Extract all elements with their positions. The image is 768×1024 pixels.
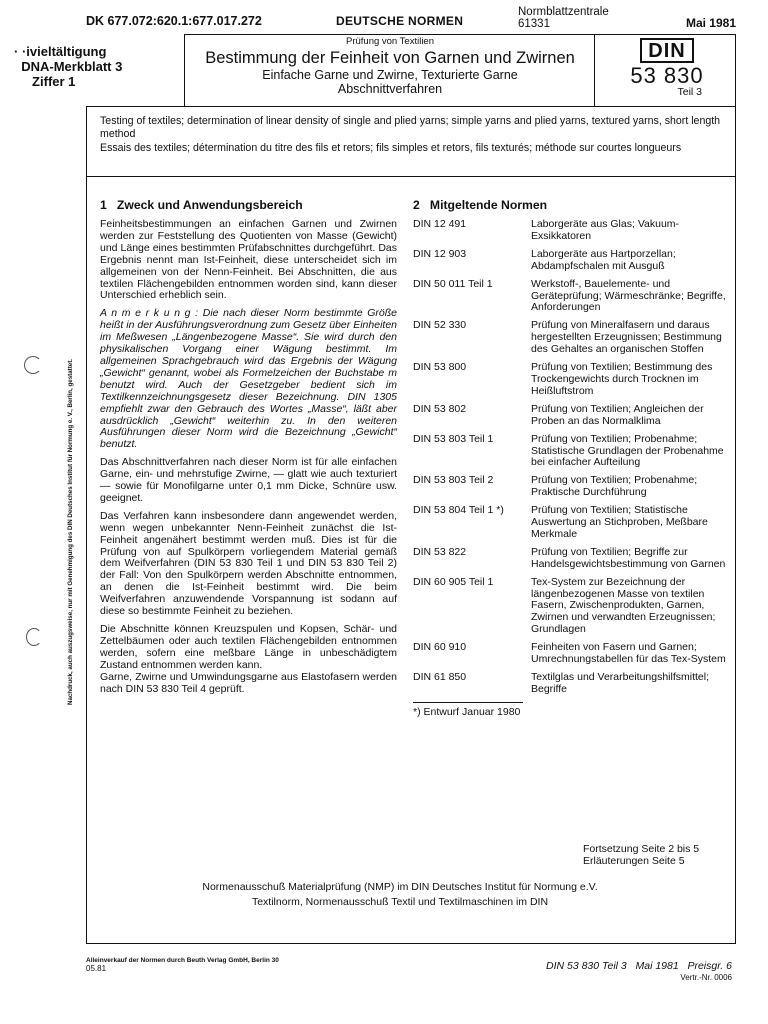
continuation-line1: Fortsetzung Seite 2 bis 5 — [583, 843, 700, 855]
reference-desc: Prüfung von Textilien; Probenahme; Praktische Durchführung — [531, 474, 698, 499]
reference-row — [413, 672, 731, 696]
reference-code: DIN 53 803 Teil 2 — [413, 474, 494, 487]
reference-row — [413, 249, 731, 273]
issue-date: Mai 1981 — [685, 16, 736, 30]
section-2 — [413, 198, 731, 719]
footnote: *) Entwurf Januar 1980 — [413, 705, 521, 718]
reference-row — [413, 475, 731, 499]
reference-code: DIN 50 011 Teil 1 — [413, 277, 493, 290]
reference-row — [413, 279, 731, 315]
section-2-heading: 2 Mitgeltende Normen — [413, 198, 548, 212]
section-1-p3: Das Verfahren kann insbesondere dann angewendet werden, wenn wegen unbekannter Nenn-Feinheit zunächst die Ist-Feinheit angenähert bestimmt werden muß. Dies ist für die Prüfung von auf Spulkörpern vorliegendem Material gemäß dem Weifverfahren (DIN 53 830 Teil 1 und DIN 53 830 Teil 2) der Fall: Von den Spulkörpern werden Abschnitte entnommen, an denen die Ist-Feinheit bestimmt wird. Die beim Weifverfahren anzuwendende Vorspannung ist sodann auf diese so bestimmte Feinheit zu beziehen. — [100, 509, 397, 618]
section-1-p2: Das Abschnittverfahren nach dieser Norm ist für alle einfachen Garne, ein- und mehrstufige Zwirne, — glatt wie auch texturiert — sowie für Monofilgarne unter 0,1 mm Dicke, Schnüre usw. geeignet. — [100, 456, 397, 504]
reference-row — [413, 642, 731, 666]
frame-abstract-line — [86, 176, 736, 177]
din-box — [600, 38, 734, 98]
series-title: DEUTSCHE NORMEN — [336, 14, 464, 28]
margin-copyright-text: Nachdruck, auch auszugsweise, nur mit Genehmigung des DIN Deutsches Institut für Normung e. V., Berlin, gestattet. — [67, 359, 74, 705]
section-1-p4: Die Abschnitte können Kreuzspulen und Kopsen, Schär- und Zettelbäumen oder auch textilen Flächengebilden entnommen werden, sofern eine meßbare Länge in unbeschädigtem Zustand entnommen werden kann. — [100, 623, 397, 671]
reference-code: DIN 53 822 — [413, 545, 467, 558]
reference-row — [413, 219, 731, 243]
reference-desc: Tex-System zur Bezeichnung der längenbezogenen Masse von textilen Fasern, Zwischenprodukten, Garnen, Zwirnen und verwandten Erzeugnissen; Grundlagen — [531, 575, 716, 636]
reference-row — [413, 362, 731, 398]
title-small: Prüfung von Textilien — [345, 36, 435, 47]
din-part: Teil 3 — [677, 86, 702, 98]
reference-code: DIN 61 850 — [413, 671, 467, 683]
title-block — [188, 36, 592, 96]
frame-left-divider — [184, 34, 185, 107]
reference-desc: Prüfung von Mineralfasern und daraus hergestellten Erzeugnissen; Bestimmung des Gehaltes an organischen Stoffen — [531, 319, 722, 356]
committee-line1: Normenausschuß Materialprüfung (NMP) im DIN Deutsches Institut für Normung e.V. — [202, 881, 598, 893]
reference-desc: Textilglas und Verarbeitungshilfsmittel; Begriffe — [531, 671, 710, 695]
reference-desc: Prüfung von Textilien; Probenahme; Statistische Grundlagen der Probenahme bei einfacher Aufteilung — [531, 432, 724, 469]
title-main: Bestimmung der Feinheit von Garnen und Zwirnen — [205, 49, 575, 67]
footer-issue: 05.81 — [86, 964, 107, 973]
footer-right — [508, 960, 732, 984]
dk-number: DK 677.072:620.1:677.017.272 — [86, 14, 262, 28]
left-stamp: · ·ivieltältigung DNA-Merkblatt 3 Ziffer 1 — [14, 44, 123, 89]
footer-left — [86, 957, 279, 973]
frame-right-edge — [735, 34, 736, 107]
section-1-p5: Garne, Zwirne und Umwindungsgarne aus Elastofasern werden nach DIN 53 830 Teil 4 geprüft. — [100, 670, 397, 695]
continuation-note — [583, 843, 699, 867]
reference-code: DIN 60 905 Teil 1 — [413, 575, 494, 588]
reference-list — [413, 219, 731, 696]
frame-bottom-line — [86, 943, 736, 944]
reference-row — [413, 320, 731, 356]
section-1-p1: Feinheitsbestimmungen an einfachen Garnen und Zwirnen werden zur Feststellung des Quotienten von Masse (Gewicht) und Länge eines bestimmten Prüfabschnittes durchgeführt. Das Ergebnis nennt man Ist-Feinheit, diese unterscheidet sich im allgemeinen von der Nenn-Feinheit. Bei Abschnitten, die aus textilen Flächengebilden entnommen worden sind, kann dieser Unterschied erheblich sein. — [100, 218, 397, 302]
frame-left-edge — [86, 106, 87, 944]
abstract — [100, 115, 730, 157]
title-sub2: Abschnittverfahren — [337, 82, 443, 96]
footer-contract-number: Vertr.-Nr. 0006 — [680, 973, 732, 982]
reference-desc: Prüfung von Textilien; Statistische Auswertung an Stichproben, Meßbare Merkmale — [531, 504, 708, 540]
section-1-note: A n m e r k u n g : Die nach dieser Norm bestimmte Größe heißt in der Ausführungsverordnung zum Gesetz über Einheiten im Meßwesen „Längenbezogene Masse“. Sie wird durch den physikalischen Vorgang einer Wägung bestimmt. Im allgemeinen Sprachgebrauch wird das Ergebnis der Wägung „Gewicht“ genannt, wobei als Formelzeichen der Buchstabe m benutzt wird. Auch der Gesetzgeber bedient sich im Textilkennzeichnungsgesetz dieser Bezeichnung. DIN 1305 empfiehlt zwar den Gebrauch des Wortes „Masse“, läßt aber ausdrücklich „Gewicht“ weiterhin zu. In den weiteren Ausführungen dieser Norm wird die Bezeichnung „Gewicht“ benutzt. — [100, 307, 397, 451]
reference-code: DIN 53 803 Teil 1 — [413, 432, 494, 445]
frame-right-divider — [594, 34, 595, 107]
reference-desc: Werkstoff-, Bauelemente- und Geräteprüfung; Wärmeschränke; Begriffe, Anforderungen — [531, 277, 726, 314]
punch-hole-bottom — [26, 628, 42, 646]
section-1-heading: 1 Zweck und Anwendungsbereich — [100, 198, 303, 212]
reference-desc: Prüfung von Textilien; Angleichen der Proben an das Normalklima — [531, 402, 704, 427]
din-logo: DIN — [640, 38, 693, 63]
reference-code: DIN 12 903 — [413, 247, 467, 260]
abstract-en: Testing of textiles; determination of linear density of single and plied yarns; simple yarns and plied yarns, textured yarns, short length method — [100, 115, 721, 140]
footnote-rule — [413, 702, 523, 703]
committee — [120, 880, 680, 910]
reference-code: DIN 12 491 — [413, 218, 467, 230]
title-sub1: Einfache Garne und Zwirne, Texturierte Garne — [262, 68, 518, 82]
reference-row — [413, 404, 731, 428]
stamp-normblattzentrale: Normblattzentrale 61331 — [518, 6, 609, 30]
reference-row — [413, 434, 731, 470]
reference-desc: Laborgeräte aus Hartporzellan; Abdampfschalen mit Ausguß — [531, 247, 676, 272]
reference-code: DIN 53 804 Teil 1 *) — [413, 504, 504, 517]
committee-line2: Textilnorm, Normenausschuß Textil und Textilmaschinen im DIN — [251, 896, 549, 908]
reference-code: DIN 53 802 — [413, 402, 467, 415]
reference-code: DIN 60 910 — [413, 641, 467, 654]
reference-desc: Prüfung von Textilien; Begriffe zur Handelsgewichtsbestimmung von Garnen — [531, 545, 726, 570]
abstract-fr: Essais des textiles; détermination du titre des fils et retors; fils simples et retors, fils texturés; méthode sur courtes longueurs — [100, 142, 682, 154]
punch-hole-top — [24, 356, 42, 374]
frame-right-edge-body — [735, 106, 736, 944]
section-1 — [100, 198, 397, 701]
continuation-line2: Erläuterungen Seite 5 — [583, 855, 685, 867]
reference-row — [413, 547, 731, 571]
document-header — [86, 6, 736, 34]
reference-desc: Prüfung von Textilien; Bestimmung des Trockengewichts durch Trocknen im Heißluftstrom — [531, 361, 713, 397]
reference-code: DIN 53 800 — [413, 361, 467, 374]
reference-row — [413, 577, 731, 637]
margin-copyright — [64, 250, 79, 705]
reference-desc: Feinheiten von Fasern und Garnen; Umrechnungstabellen für das Tex-System — [531, 641, 726, 666]
footer-reference: DIN 53 830 Teil 3 Mai 1981 Preisgr. 6 — [546, 960, 732, 972]
din-number: 53 830 — [630, 63, 704, 88]
reference-code: DIN 52 330 — [413, 319, 467, 332]
footer-publisher: Alleinverkauf der Normen durch Beuth Verlag GmbH, Berlin 30 — [86, 957, 279, 964]
reference-row — [413, 505, 731, 541]
reference-desc: Laborgeräte aus Glas; Vakuum-Exsikkatoren — [531, 218, 680, 242]
